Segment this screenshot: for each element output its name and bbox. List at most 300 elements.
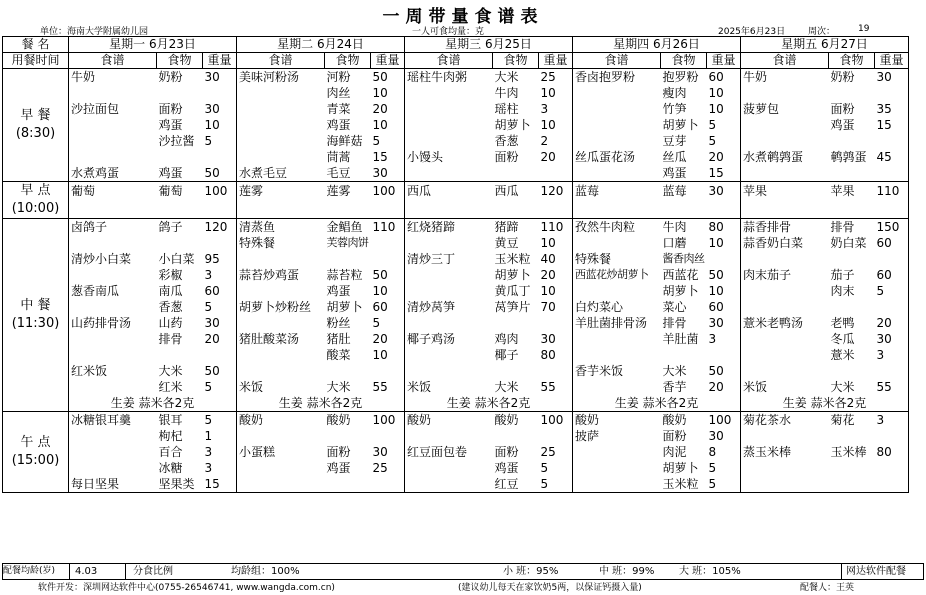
food-name: 牛肉 [494,86,519,100]
dish-name: 菠萝包 [741,101,829,117]
avg-age-label: 配餐均龄(岁) [3,564,70,579]
dish-name: 清炒三丁 [405,251,493,267]
food-name: 肉泥 [662,445,687,459]
dish-name: 牛奶 [741,69,829,86]
food-name [829,460,875,476]
dish-name: 苹果 [741,182,829,201]
food-name: 薏米 [830,348,855,362]
food-weight: 20 [707,149,741,165]
food-column-header: 食物 [325,53,371,69]
food-name: 黄瓜丁 [494,284,531,298]
food-name: 大米 [158,364,183,378]
food-weight: 60 [875,235,909,251]
food-name: 菜心 [662,300,687,314]
food-name: 百合 [158,445,183,459]
food-weight [203,235,237,251]
dish-name: 小蛋糕 [237,444,325,460]
nutritionist: 配餐人：王英 [800,583,855,593]
dish-name [573,165,661,182]
food-weight: 15 [707,165,741,182]
meal-label [3,69,69,182]
food-name: 玉米棒 [830,445,867,459]
dish-name: 清炒小白菜 [69,251,157,267]
food-name: 毛豆 [325,165,371,182]
dish-name [573,476,661,493]
food-name: 胡萝卜 [662,118,699,132]
food-weight [707,251,741,267]
food-weight: 30 [707,315,741,331]
dish-name: 每日坚果 [69,476,157,493]
food-name: 冰糖 [158,461,183,475]
menu-row [3,444,909,460]
food-weight: 10 [371,117,405,133]
food-weight: 100 [371,412,405,429]
food-name [829,476,875,493]
dish-name: 卤鸽子 [69,219,157,236]
food-name: 豆芽 [662,134,687,148]
food-name: 茼蒿 [326,150,351,164]
food-name [829,85,875,101]
food-name: 面粉 [158,102,183,116]
food-name: 鸡蛋 [326,118,351,132]
week-label: 周次： [808,27,836,37]
food-weight: 5 [203,379,237,395]
food-weight [539,428,573,444]
meal-section [3,182,909,219]
meal-time: (11:30) [11,316,60,331]
day-header: 星期二 6月24日 [237,37,405,53]
food-name: 鹌鹑蛋 [830,150,867,164]
dish-name: 水煮鸡蛋 [69,165,157,182]
dish-name [237,428,325,444]
dish-name [405,165,493,182]
dish-name: 肉末茄子 [741,267,829,283]
dish-name: 孜然牛肉粒 [573,219,661,236]
food-weight: 120 [203,219,237,236]
dish-name [69,379,157,395]
food-name: 奶白菜 [830,236,867,250]
food-weight: 50 [371,267,405,283]
dish-name: 红米饭 [69,363,157,379]
dish-name [741,428,829,444]
food-name: 金鲳鱼 [325,219,371,236]
food-name: 苹果 [829,182,875,201]
food-name: 口蘑 [662,236,687,250]
dish-column-header: 食谱 [69,53,157,69]
food-weight: 5 [707,133,741,149]
unit-label: 单位：海南大学附属幼儿园 [40,27,149,37]
dish-name [69,299,157,315]
dish-name [741,460,829,476]
dish-name [237,133,325,149]
food-weight [371,200,405,219]
food-weight: 60 [371,299,405,315]
food-name: 香葱 [158,300,183,314]
food-name [829,299,875,315]
dish-name: 香芋米饭 [573,363,661,379]
food-name [829,428,875,444]
menu-row [3,315,909,331]
dish-name: 红豆面包卷 [405,444,493,460]
food-weight: 30 [875,69,909,86]
dish-name: 白灼菜心 [573,299,661,315]
footer-band [2,563,924,580]
food-weight: 40 [539,251,573,267]
food-name: 酸奶 [493,412,539,429]
food-name: 奶粉 [157,69,203,86]
food-weight: 80 [875,444,909,460]
food-name: 河粉 [325,69,371,86]
food-name [325,251,371,267]
dish-name: 特殊餐 [237,235,325,251]
food-name: 小白菜 [158,252,195,266]
food-weight: 50 [203,363,237,379]
food-name [493,363,539,379]
dish-name [573,379,661,395]
food-name: 丝瓜 [662,150,687,164]
food-name: 面粉 [662,429,687,443]
food-weight: 10 [707,101,741,117]
food-weight: 80 [707,219,741,236]
food-weight: 1 [203,428,237,444]
dish-name [405,117,493,133]
dish-name [573,101,661,117]
dish-name [237,101,325,117]
dish-name: 西蓝花炒胡萝卜 [573,267,661,283]
big-class-ratio: 大 班：105% [679,566,741,577]
dish-column-header: 食谱 [741,53,829,69]
food-weight: 3 [203,444,237,460]
seasoning-row [3,395,909,412]
dish-name: 红烧猪蹄 [405,219,493,236]
meal-time: (15:00) [11,453,60,468]
food-name: 莴笋片 [494,300,531,314]
food-weight: 2 [539,133,573,149]
food-name: 山药 [158,316,183,330]
food-weight: 20 [707,379,741,395]
food-weight [707,347,741,363]
menu-row [3,182,909,201]
middle-class-ratio: 中 班：99% [599,566,655,577]
food-weight: 55 [371,379,405,395]
qty-column-header: 重量 [875,53,909,69]
dish-name [69,331,157,347]
food-name [157,235,203,251]
food-weight [875,476,909,493]
dish-name [741,117,829,133]
food-name [661,347,707,363]
food-name: 鸡蛋 [326,461,351,475]
dish-name [741,299,829,315]
food-weight: 50 [371,69,405,86]
dish-name [69,133,157,149]
food-weight: 60 [203,283,237,299]
food-name [325,363,371,379]
food-name: 胡萝卜 [326,300,363,314]
dish-name: 羊肚菌排骨汤 [573,315,661,331]
dish-name [405,283,493,299]
dish-name [237,476,325,493]
dish-name: 米饭 [237,379,325,395]
food-weight: 5 [371,133,405,149]
dish-name: 西瓜 [405,182,493,201]
food-name: 抱罗粉 [661,69,707,86]
food-weight: 30 [707,428,741,444]
food-weight: 10 [539,117,573,133]
food-weight: 25 [371,460,405,476]
menu-row [3,363,909,379]
food-weight: 30 [539,331,573,347]
food-name: 青菜 [326,102,351,116]
food-weight: 30 [203,69,237,86]
meal-name: 中 餐 [20,298,51,313]
dish-name [741,200,829,219]
menu-row [3,149,909,165]
food-name: 瑶柱 [494,102,519,116]
menu-row [3,165,909,182]
dish-name: 小馒头 [405,149,493,165]
food-name: 羊肚菌 [662,332,699,346]
dish-name [405,200,493,219]
food-name: 香葱 [494,134,519,148]
food-name: 酸菜 [326,348,351,362]
menu-row [3,251,909,267]
food-weight: 110 [371,219,405,236]
dish-name: 酸奶 [237,412,325,429]
food-weight [875,133,909,149]
food-weight: 5 [707,476,741,493]
dish-name [237,149,325,165]
food-name [829,165,875,182]
group-ratio: 均龄组：100% [231,566,300,577]
food-weight [875,299,909,315]
food-weight: 30 [707,182,741,201]
dish-name [69,267,157,283]
food-name: 银耳 [157,412,203,429]
seasoning-note: 生姜 蒜米各2克 [237,395,405,412]
food-name [157,149,203,165]
developer-info: 软件开发：深圳网达软件中心(0755-26546741, www.wangda.com.cn) [38,583,335,593]
food-weight [875,363,909,379]
meal-section [3,412,909,493]
food-name: 红米 [158,380,183,394]
food-column-header: 食物 [661,53,707,69]
food-weight [707,200,741,219]
food-weight: 10 [539,235,573,251]
food-name: 胡萝卜 [662,461,699,475]
seasoning-note: 生姜 蒜米各2克 [741,395,909,412]
food-weight: 20 [539,149,573,165]
food-name: 鸡蛋 [830,118,855,132]
dish-name: 清炒莴笋 [405,299,493,315]
food-name: 大米 [326,380,351,394]
dish-name [69,444,157,460]
dish-name [69,117,157,133]
food-name: 排骨 [829,219,875,236]
food-weight [875,460,909,476]
food-name: 肉末 [830,284,855,298]
seasoning-note: 生姜 蒜米各2克 [573,395,741,412]
food-name [493,200,539,219]
dish-name: 美味河粉汤 [237,69,325,86]
dish-name: 清蒸鱼 [237,219,325,236]
dish-name: 香卤抱罗粉 [573,69,661,86]
food-name: 大米 [494,380,519,394]
dish-name: 蓝莓 [573,182,661,201]
dish-name [741,347,829,363]
food-name: 芙蓉肉饼 [326,236,369,249]
food-weight: 30 [203,101,237,117]
food-weight: 60 [875,267,909,283]
food-name: 蒜苔粒 [326,268,363,282]
food-name: 瘦肉 [662,86,687,100]
food-weight [875,200,909,219]
dish-name: 披萨 [573,428,661,444]
dish-name: 山药排骨汤 [69,315,157,331]
food-name: 玉米粒 [661,476,707,493]
dish-name [405,85,493,101]
dish-name [237,117,325,133]
food-weight [875,251,909,267]
meal-name: 早 餐 [20,108,51,123]
food-name: 西瓜 [493,182,539,201]
dish-name [237,85,325,101]
food-weight: 5 [371,315,405,331]
food-weight: 45 [875,149,909,165]
food-name: 酸奶 [325,412,371,429]
food-name: 大米 [662,364,687,378]
menu-row [3,219,909,236]
food-name: 海鲜菇 [326,134,363,148]
food-weight [875,85,909,101]
dish-name [405,133,493,149]
food-weight: 3 [539,101,573,117]
food-column-header: 食物 [157,53,203,69]
food-name: 猪肚 [326,332,351,346]
food-weight: 5 [875,283,909,299]
food-weight: 20 [371,101,405,117]
dish-name [573,85,661,101]
food-name [829,363,875,379]
food-weight: 15 [875,117,909,133]
food-weight: 25 [539,444,573,460]
dish-name [741,251,829,267]
food-name: 鸡蛋 [661,165,707,182]
meal-label [3,219,69,412]
dish-name: 莲雾 [237,182,325,201]
food-name: 葡萄 [157,182,203,201]
menu-row [3,267,909,283]
menu-row [3,299,909,315]
dish-name [741,85,829,101]
dish-name [741,331,829,347]
food-column-header: 食物 [829,53,875,69]
food-weight: 20 [203,331,237,347]
day-header: 星期一 6月23日 [69,37,237,53]
qty-column-header: 重量 [707,53,741,69]
food-weight [371,363,405,379]
food-name: 胡萝卜 [494,118,531,132]
meal-section [3,219,909,412]
meal-name-header: 餐 名 [3,37,69,53]
dish-name [405,476,493,493]
food-weight: 110 [875,182,909,201]
food-name [157,85,203,101]
food-name: 黄豆 [494,236,519,250]
menu-row [3,85,909,101]
dish-name: 蒸玉米棒 [741,444,829,460]
food-weight: 5 [539,476,573,493]
food-weight: 100 [371,182,405,201]
dish-column-header: 食谱 [405,53,493,69]
dish-name: 米饭 [405,379,493,395]
food-name: 面粉 [494,150,519,164]
food-name [325,200,371,219]
food-name: 坚果类 [157,476,203,493]
menu-row [3,460,909,476]
dish-name [741,476,829,493]
food-weight: 10 [707,235,741,251]
dish-name [69,149,157,165]
food-weight: 10 [707,85,741,101]
food-name: 鸡蛋 [326,284,351,298]
dish-name: 葱香南瓜 [69,283,157,299]
food-name: 肉丝 [326,86,351,100]
meal-label [3,412,69,493]
dish-name: 丝瓜蛋花汤 [573,149,661,165]
dish-name [69,460,157,476]
food-name: 胡萝卜 [494,268,531,282]
food-name: 椰子 [494,348,519,362]
dish-name [741,363,829,379]
food-name: 排骨 [158,332,183,346]
food-weight [203,200,237,219]
qty-column-header: 重量 [539,53,573,69]
avg-age-value: 4.03 [75,566,98,577]
food-weight: 25 [539,69,573,86]
food-weight [371,428,405,444]
food-weight: 30 [203,315,237,331]
food-name: 面粉 [494,445,519,459]
food-name: 鸡蛋 [494,461,519,475]
food-name [829,200,875,219]
dish-name: 椰子鸡汤 [405,331,493,347]
food-name: 竹笋 [662,102,687,116]
food-weight: 8 [707,444,741,460]
dish-name: 蒜香排骨 [741,219,829,236]
dish-name [573,331,661,347]
food-name: 排骨 [662,316,687,330]
menu-row [3,476,909,493]
food-name: 大米 [493,69,539,86]
food-weight [539,315,573,331]
food-weight: 3 [203,267,237,283]
menu-row [3,283,909,299]
dish-name [69,200,157,219]
dish-name [405,428,493,444]
food-weight [203,347,237,363]
food-weight: 3 [707,331,741,347]
seasoning-note: 生姜 蒜米各2克 [405,395,573,412]
food-name: 鸡蛋 [158,118,183,132]
food-weight: 60 [707,299,741,315]
food-name: 蓝莓 [661,182,707,201]
food-weight: 120 [539,182,573,201]
food-column-header: 食物 [493,53,539,69]
food-weight [539,363,573,379]
dish-name [573,200,661,219]
dish-name [405,267,493,283]
